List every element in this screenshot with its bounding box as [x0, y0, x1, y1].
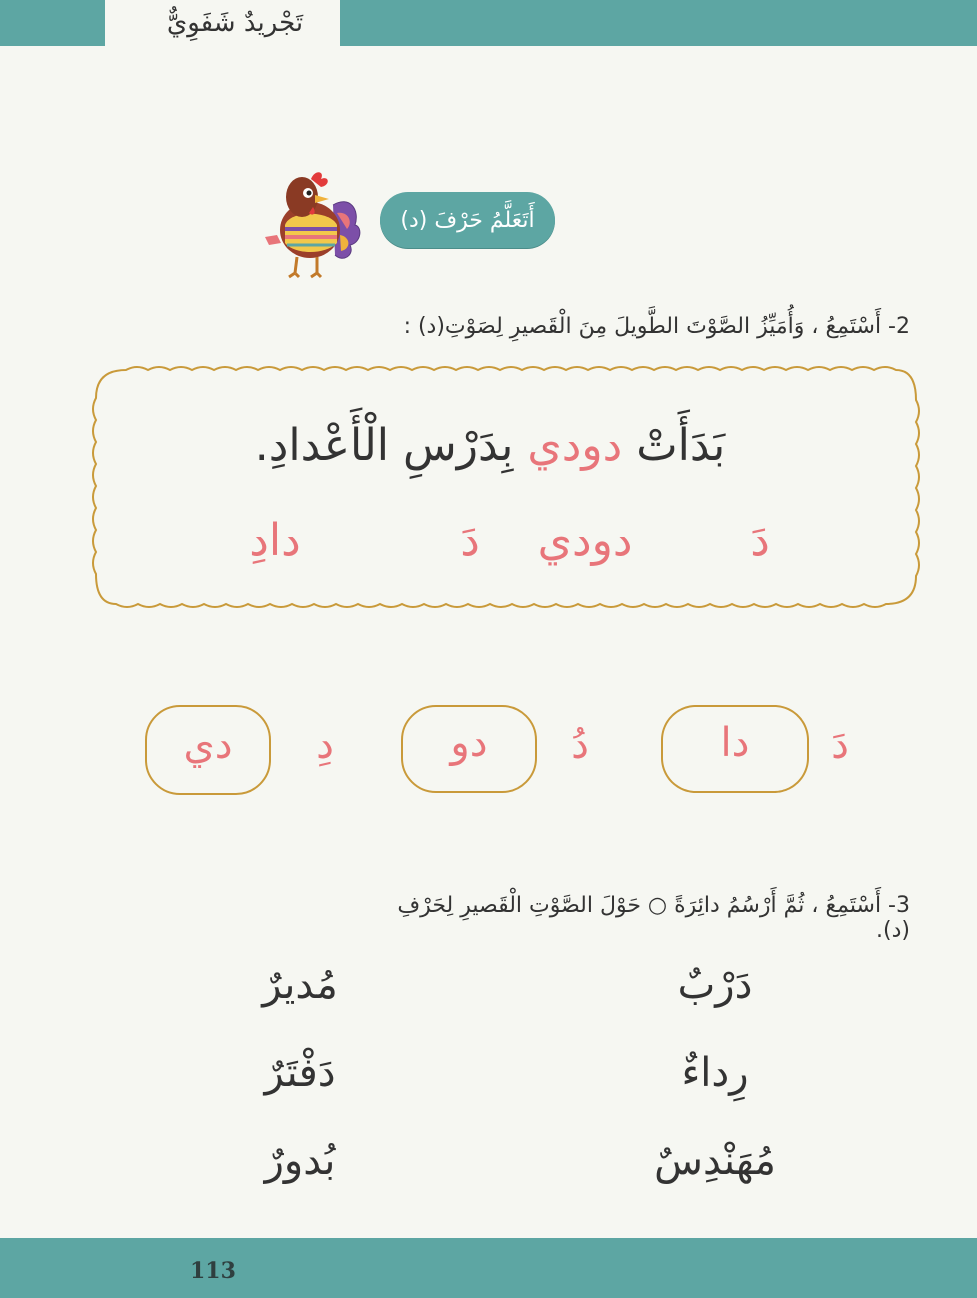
sound-card-3: دُ — [571, 722, 589, 768]
sound-card-2: دا — [720, 720, 750, 766]
exercise2-instruction: 2- أَسْتَمِعُ ، وَأُمَيِّزُ الصَّوْتَ الطَّويلَ مِنَ الْقَصيرِ لِصَوْتِ(د) : — [403, 314, 910, 339]
sentence-word-2: دودي — [527, 420, 623, 471]
sentence-period: . — [254, 420, 269, 471]
sound-card-5: دِ — [316, 722, 334, 768]
sentence-word-4: الْأَعْدادِ — [268, 420, 390, 471]
word-right-3: مُهَنْدِسٌ — [654, 1138, 776, 1184]
syllable-2: دودي — [537, 515, 633, 566]
side-credit-strip — [950, 290, 972, 1110]
header-bar-left — [0, 0, 105, 46]
section-label: تَجْريدٌ شَفَوِيٌّ — [166, 8, 304, 38]
footer-bar — [0, 1238, 977, 1298]
sound-card-1: دَ — [831, 722, 849, 768]
example-sentence — [180, 420, 800, 490]
sentence-word-3: بِدَرْسِ — [403, 420, 514, 471]
word-left-1: مُديرٌ — [262, 962, 338, 1008]
lesson-title-pill: أَتَعَلَّمُ حَرْفَ (د) — [380, 192, 555, 248]
sound-card-4: دو — [450, 720, 488, 766]
syllable-1: دَ — [750, 515, 770, 566]
page-number: 113 — [190, 1258, 236, 1284]
sound-card-6: دي — [183, 722, 233, 768]
word-left-3: بُدورٌ — [264, 1138, 336, 1184]
sentence-word-1: بَدَأَتْ — [636, 420, 726, 471]
word-left-2: دَفْتَرٌ — [264, 1050, 336, 1096]
syllable-4: دادِ — [249, 515, 301, 566]
word-right-1: دَرْبٌ — [677, 962, 753, 1008]
rooster-mascot-icon — [255, 165, 365, 280]
syllable-3: دَ — [460, 515, 480, 566]
exercise3-instruction: 3- أَسْتَمِعُ ، ثُمَّ أَرْسُمُ دائِرَةً ○ حَوْلَ الصَّوْتِ الْقَصيرِ لِحَرْفِ (د). — [397, 893, 910, 943]
header-bar-right — [340, 0, 977, 46]
word-right-2: رِداءٌ — [681, 1050, 749, 1096]
